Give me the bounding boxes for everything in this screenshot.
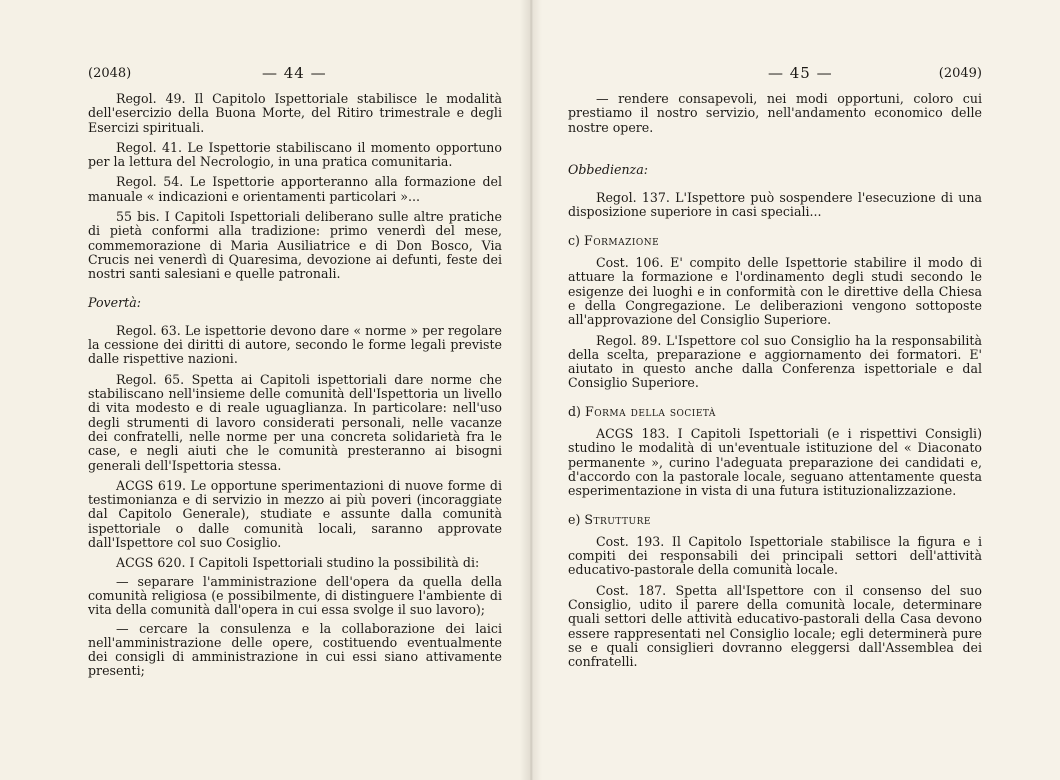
paragraph: Regol. 49. Il Capitolo Ispettoriale stabilisce le modalità dell'esercizio della Buona Morte, del Ritiro trimestrale e degli Esercizi spirituali. xyxy=(88,91,502,135)
paragraph: ACGS 619. Le opportune sperimentazioni di nuove forme di testimonianza e di servizio in mezzo ai più poveri (incoraggiate dal Capitolo Generale), studiate e assunte dalla comunità ispettoriale o dalle comunità locali, saranno approvate dall'Ispettore col suo Cosiglio. xyxy=(88,477,502,551)
paragraph: 55 bis. I Capitoli Ispettoriali deliberano sulle altre pratiche di pietà conformi alla tradizione: primo venerdì del mese, commemorazione di Maria Ausiliatrice e di Don Bosco, Via Crucis nei venerdì di Quaresima, devozione ai defunti, feste dei nostri santi salesiani e quelle patronali. xyxy=(88,209,502,282)
paragraph: Cost. 106. E' compito delle Ispettorie stabilire il modo di attuare la formazione e l'ordinamento degli studi secondo le esigenze dei luoghi e in conformità con le direttive della Chiesa e della Congregazione. Le deliberazioni vengono sottoposte all'approvazione del Consiglio Superiore. xyxy=(568,255,982,328)
right-page-code: (2049) xyxy=(938,66,982,81)
paragraph: Cost. 187. Spetta all'Ispettore con il consenso del suo Consiglio, udito il parere della comunità locale, determinare quali settori delle attività educativo-pastorali della Casa devono essere rappresentati nel Consiglio locale; egli determinerà pure se e quali consiglieri dovranno eleggersi dall'Assemblea dei confratelli. xyxy=(568,582,982,670)
section-letter: e) xyxy=(568,511,581,527)
left-page-number: — 44 — xyxy=(262,64,327,82)
section-heading-forma-della-societa xyxy=(568,405,982,419)
paragraph: Regol. 54. Le Ispettorie apporteranno alla formazione del manuale « indicazioni e orientamenti particolari »... xyxy=(88,174,502,204)
section-letter: c) xyxy=(568,232,580,248)
right-page-header xyxy=(568,66,982,92)
section-heading-formazione xyxy=(568,234,982,248)
section-heading-poverta: Povertà: xyxy=(88,294,141,310)
section-title: Formazione xyxy=(583,232,660,248)
list-item: — cercare la consulenza e la collaborazione dei laici nell'amministrazione delle opere, costituendo eventualmente dei consigli di amministrazione in cui essi siano attivamente presenti; xyxy=(88,620,502,679)
list-item: — rendere consapevoli, nei modi opportuni, coloro cui prestiamo il nostro servizio, nell'andamento economico delle nostre opere. xyxy=(568,91,982,135)
paragraph: ACGS 183. I Capitoli Ispettoriali (e i rispettivi Consigli) studino le modalità di un'eventuale istituzione del « Diaconato permanente », curino l'adeguata preparazione dei candidati e, d'accordo con la pastorale locale, seguano attentamente questa esperimentazione in vista di una futura istituzionalizzazione. xyxy=(568,426,982,499)
right-page xyxy=(530,0,1060,780)
section-heading-strutture xyxy=(568,513,982,527)
section-heading-obbedienza: Obbedienza: xyxy=(568,161,648,177)
section-title: Strutture xyxy=(584,511,651,527)
section-title: Forma della società xyxy=(585,403,716,419)
paragraph: Cost. 193. Il Capitolo Ispettoriale stabilisce la figura e i compiti dei responsabili dei principali settori dell'attività educativo-pastorale della comunità locale. xyxy=(568,533,982,578)
paragraph: Regol. 89. L'Ispettore col suo Consiglio ha la responsabilità della scelta, preparazione e aggiornamento dei formatori. E' aiutato in questo anche dalla Conferenza ispettoriale e dal Consiglio Superiore. xyxy=(568,332,982,391)
section-letter: d) xyxy=(568,403,581,419)
list-item: — separare l'amministrazione dell'opera da quella della comunità religiosa (e possibilmente, di distinguere l'ambiente di vita della comunità dall'opera in cui essa svolge il suo lavoro); xyxy=(88,573,502,618)
paragraph: Regol. 137. L'Ispettore può sospendere l'esecuzione di una disposizione superiore in casi speciali... xyxy=(568,190,982,220)
right-page-body xyxy=(568,92,982,670)
paragraph: Regol. 63. Le ispettorie devono dare « norme » per regolare la cessione dei diritti di autore, secondo le forme legali previste dalle rispettive nazioni. xyxy=(88,322,502,367)
paragraph: Regol. 65. Spetta ai Capitoli ispettoriali dare norme che stabiliscano nell'insieme delle comunità dell'Ispettoria un livello di vita modesto e di reale uguaglianza. In particolare: nell'uso degli strumenti di lavoro considerati personali, nelle vacanze dei confratelli, nelle norme per una concreta solidarietà fra le case, e negli aiuti che le comunità presteranno ai bisogni generali dell'Ispettoria stessa. xyxy=(88,371,502,473)
right-page-number: — 45 — xyxy=(768,64,833,82)
paragraph: ACGS 620. I Capitoli Ispettoriali studino la possibilità di: xyxy=(116,555,480,571)
left-page-code: (2048) xyxy=(88,66,132,81)
left-page-body xyxy=(88,92,502,679)
left-page-header xyxy=(88,66,502,92)
paragraph: Regol. 41. Le Ispettorie stabiliscano il momento opportuno per la lettura del Necrologio, in una pratica comunitaria. xyxy=(88,139,502,170)
